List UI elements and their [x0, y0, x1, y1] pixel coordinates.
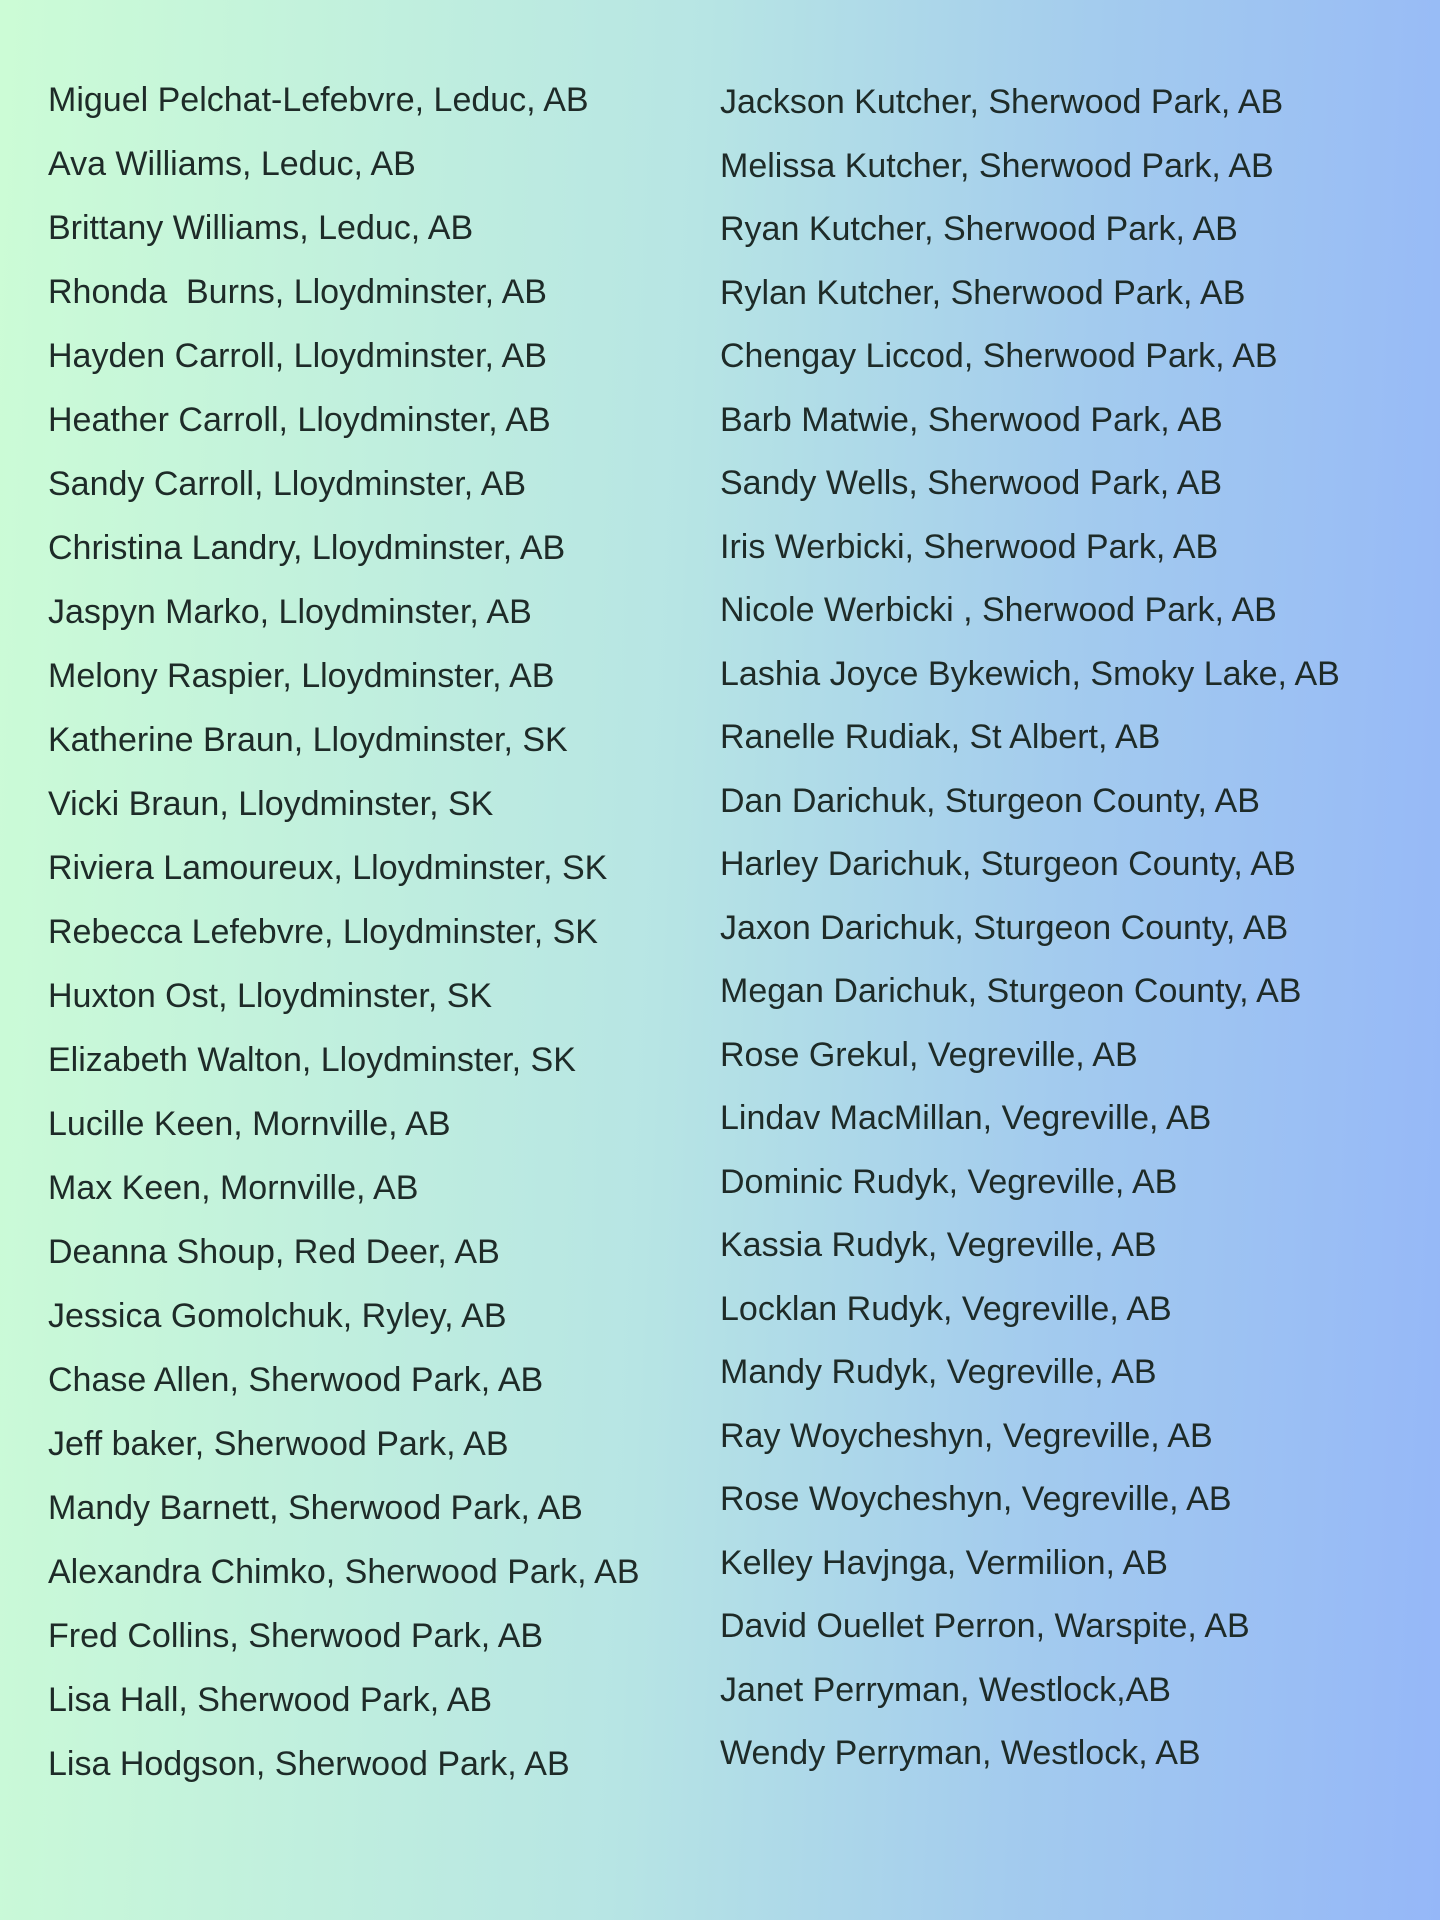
attendee-column-right — [720, 68, 1440, 1796]
list-item: Iris Werbicki, Sherwood Park, AB — [720, 527, 1219, 566]
list-item: Jaspyn Marko, Lloydminster, AB — [48, 593, 532, 631]
list-item: Vicki Braun, Lloydminster, SK — [48, 785, 494, 823]
list-item: Sandy Carroll, Lloydminster, AB — [48, 465, 527, 503]
list-item: Dominic Rudyk, Vegreville, AB — [720, 1162, 1178, 1201]
list-item: Ryan Kutcher, Sherwood Park, AB — [720, 210, 1238, 248]
list-item: Max Keen, Mornville, AB — [48, 1169, 419, 1207]
list-item: Jessica Gomolchuk, Ryley, AB — [48, 1297, 507, 1335]
list-item: Kelley Havjnga, Vermilion, AB — [720, 1543, 1168, 1582]
list-item: Kassia Rudyk, Vegreville, AB — [720, 1226, 1157, 1264]
list-item: Jeff baker, Sherwood Park, AB — [48, 1425, 509, 1463]
list-item: Lucille Keen, Mornville, AB — [48, 1105, 451, 1143]
list-item: Nicole Werbicki , Sherwood Park, AB — [720, 591, 1277, 629]
list-item: Deanna Shoup, Red Deer, AB — [48, 1233, 500, 1271]
list-item: Chengay Liccod, Sherwood Park, AB — [720, 337, 1278, 375]
list-item: Lisa Hodgson, Sherwood Park, AB — [48, 1745, 570, 1783]
attendee-column-left — [48, 68, 720, 1796]
list-item: Wendy Perryman, Westlock, AB — [720, 1734, 1201, 1772]
list-item: Barb Matwie, Sherwood Park, AB — [720, 400, 1223, 439]
list-item: Rylan Kutcher, Sherwood Park, AB — [720, 273, 1246, 312]
list-item: Lashia Joyce Bykewich, Smoky Lake, AB — [720, 654, 1340, 693]
list-item: Hayden Carroll, Lloydminster, AB — [48, 337, 547, 375]
list-item: Mandy Barnett, Sherwood Park, AB — [48, 1489, 583, 1527]
list-item: Ranelle Rudiak, St Albert, AB — [720, 718, 1161, 756]
list-item: Riviera Lamoureux, Lloydminster, SK — [48, 849, 608, 887]
list-item: David Ouellet Perron, Warspite, AB — [720, 1607, 1250, 1645]
list-item: Rebecca Lefebvre, Lloydminster, SK — [48, 913, 598, 951]
list-item: Locklan Rudyk, Vegreville, AB — [720, 1289, 1172, 1328]
list-item: Sandy Wells, Sherwood Park, AB — [720, 464, 1223, 502]
list-item: Jaxon Darichuk, Sturgeon County, AB — [720, 908, 1289, 947]
list-item: Mandy Rudyk, Vegreville, AB — [720, 1353, 1157, 1391]
list-item: Rose Woycheshyn, Vegreville, AB — [720, 1480, 1232, 1518]
list-item: Huxton Ost, Lloydminster, SK — [48, 977, 493, 1015]
list-item: Janet Perryman, Westlock,AB — [720, 1670, 1171, 1709]
list-item: Chase Allen, Sherwood Park, AB — [48, 1361, 544, 1399]
list-item: Rhonda Burns, Lloydminster, AB — [48, 273, 547, 311]
list-item: Fred Collins, Sherwood Park, AB — [48, 1617, 544, 1655]
list-item: Melissa Kutcher, Sherwood Park, AB — [720, 146, 1274, 185]
list-item: Alexandra Chimko, Sherwood Park, AB — [48, 1553, 640, 1591]
list-item: Katherine Braun, Lloydminster, SK — [48, 721, 568, 759]
list-item: Harley Darichuk, Sturgeon County, AB — [720, 845, 1296, 883]
list-item: Rose Grekul, Vegreville, AB — [720, 1035, 1138, 1074]
list-item: Megan Darichuk, Sturgeon County, AB — [720, 972, 1302, 1010]
list-item: Ava Williams, Leduc, AB — [48, 145, 416, 183]
list-item: Lisa Hall, Sherwood Park, AB — [48, 1681, 493, 1719]
list-item: Jackson Kutcher, Sherwood Park, AB — [720, 83, 1284, 121]
list-item: Miguel Pelchat-Lefebvre, Leduc, AB — [48, 81, 589, 119]
list-item: Lindav MacMillan, Vegreville, AB — [720, 1099, 1212, 1137]
list-item: Christina Landry, Lloydminster, AB — [48, 529, 566, 567]
list-item: Ray Woycheshyn, Vegreville, AB — [720, 1416, 1213, 1455]
list-item: Melony Raspier, Lloydminster, AB — [48, 657, 555, 695]
list-item: Dan Darichuk, Sturgeon County, AB — [720, 781, 1260, 820]
list-item: Heather Carroll, Lloydminster, AB — [48, 401, 551, 439]
list-item: Brittany Williams, Leduc, AB — [48, 209, 474, 247]
list-item: Elizabeth Walton, Lloydminster, SK — [48, 1041, 576, 1079]
